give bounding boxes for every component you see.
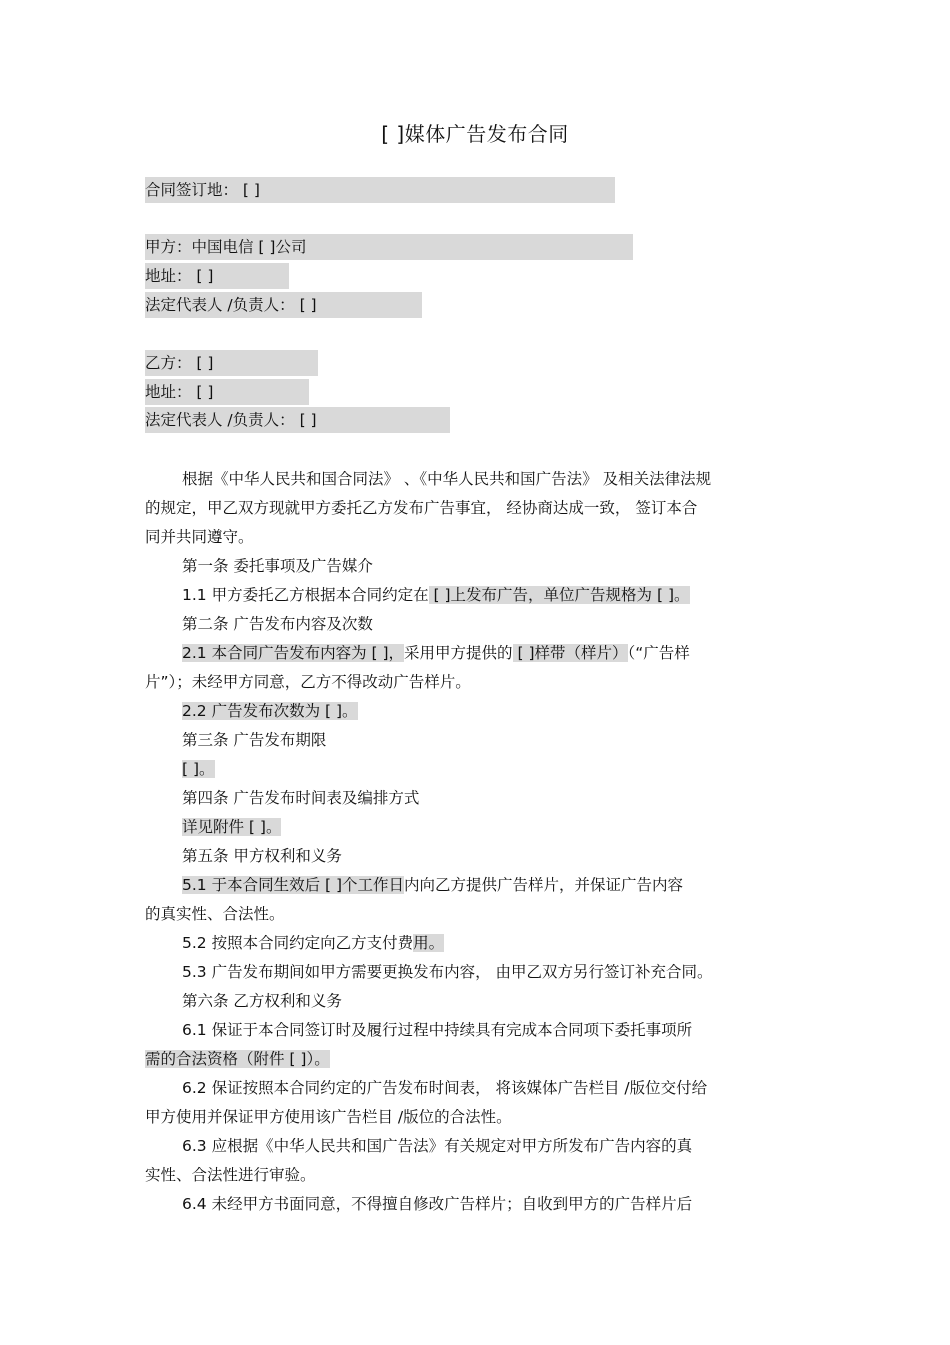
- article-2-heading: 第二条 广告发布内容及次数: [182, 615, 373, 633]
- party-a-name-field[interactable]: 甲方：中国电信 [ ]公司: [145, 234, 633, 260]
- clause-2-1-cont: 片”）；未经甲方同意，乙方不得改动广告样片。: [145, 673, 471, 691]
- clause-5-1-text: 内向乙方提供广告样片，并保证广告内容: [404, 876, 684, 894]
- clause-2-1-text-end: （“广告样: [627, 644, 690, 662]
- clause-1-1-text: 1.1 甲方委托乙方根据本合同约定在: [182, 586, 429, 604]
- clause-5-3: 5.3 广告发布期间如甲方需要更换发布内容， 由甲乙双方另行签订补充合同。: [182, 963, 713, 981]
- article-3-field[interactable]: [ ]。: [182, 760, 215, 778]
- sign-place-field[interactable]: 合同签订地： [ ]: [145, 177, 615, 203]
- clause-6-1: 6.1 保证于本合同签订时及履行过程中持续具有完成本合同项下委托事项所: [182, 1021, 693, 1039]
- article-1-heading: 第一条 委托事项及广告媒介: [182, 557, 373, 575]
- clause-6-1-field[interactable]: 需的合法资格（附件 [ ]）。: [145, 1050, 330, 1068]
- clause-5-2: [145, 929, 842, 958]
- party-b-name-field[interactable]: 乙方： [ ]: [145, 350, 318, 376]
- party-b-rep-field[interactable]: 法定代表人 /负责人： [ ]: [145, 407, 450, 433]
- party-b-address-field[interactable]: 地址： [ ]: [145, 379, 309, 405]
- article-5-heading: 第五条 甲方权利和义务: [182, 847, 342, 865]
- clause-5-2-field[interactable]: 用。: [413, 934, 445, 952]
- clause-1-1: [145, 581, 842, 610]
- party-a-address-field[interactable]: 地址： [ ]: [145, 263, 289, 289]
- clause-6-3: 6.3 应根据《中华人民共和国广告法》有关规定对甲方所发布广告内容的真: [182, 1137, 693, 1155]
- article-4-heading: 第四条 广告发布时间表及编排方式: [182, 789, 420, 807]
- clause-5-1-field[interactable]: 5.1 于本合同生效后 [ ]个工作日: [182, 876, 405, 894]
- intro-line-2: 的规定，甲乙双方现就甲方委托乙方发布广告事宜， 经协商达成一致， 签订本合: [145, 499, 698, 517]
- article-4-value: [145, 813, 842, 842]
- clause-2-1-sample-field[interactable]: [ ]样带（样片）: [512, 644, 628, 662]
- title-text: [ ]媒体广告发布合同: [381, 122, 569, 146]
- document-title: [0, 118, 950, 147]
- clause-6-2-cont: 甲方使用并保证甲方使用该广告栏目 /版位的合法性。: [145, 1108, 512, 1126]
- clause-5-1-cont: 的真实性、合法性。: [145, 905, 285, 923]
- clause-2-1-text: 采用甲方提供的: [404, 644, 513, 662]
- clause-6-2: 6.2 保证按照本合同约定的广告发布时间表， 将该媒体广告栏目 /版位交付给: [182, 1079, 708, 1097]
- clause-2-2: [145, 697, 842, 726]
- clause-6-4: 6.4 未经甲方书面同意，不得擅自修改广告样片；自收到甲方的广告样片后: [182, 1195, 693, 1213]
- clause-2-1-content-field[interactable]: 2.1 本合同广告发布内容为 [ ]，: [182, 644, 405, 662]
- article-4-field[interactable]: 详见附件 [ ]。: [182, 818, 282, 836]
- clause-5-1: [145, 871, 842, 900]
- intro-line-1: 根据《中华人民共和国合同法》 、《中华人民共和国广告法》 及相关法律法规: [182, 470, 712, 488]
- clause-6-3-cont: 实性、合法性进行审验。: [145, 1166, 316, 1184]
- clause-6-1-cont: [145, 1045, 805, 1074]
- article-6-heading: 第六条 乙方权利和义务: [182, 992, 342, 1010]
- clause-1-1-field[interactable]: [ ]上发布广告，单位广告规格为 [ ]。: [428, 586, 690, 604]
- article-3-value: [145, 755, 842, 784]
- clause-2-1: [145, 639, 842, 668]
- intro-line-3: 同并共同遵守。: [145, 528, 254, 546]
- party-a-rep-field[interactable]: 法定代表人 /负责人： [ ]: [145, 292, 422, 318]
- clause-2-2-field[interactable]: 2.2 广告发布次数为 [ ]。: [182, 702, 358, 720]
- clause-5-2-text: 5.2 按照本合同约定向乙方支付费: [182, 934, 414, 952]
- article-3-heading: 第三条 广告发布期限: [182, 731, 327, 749]
